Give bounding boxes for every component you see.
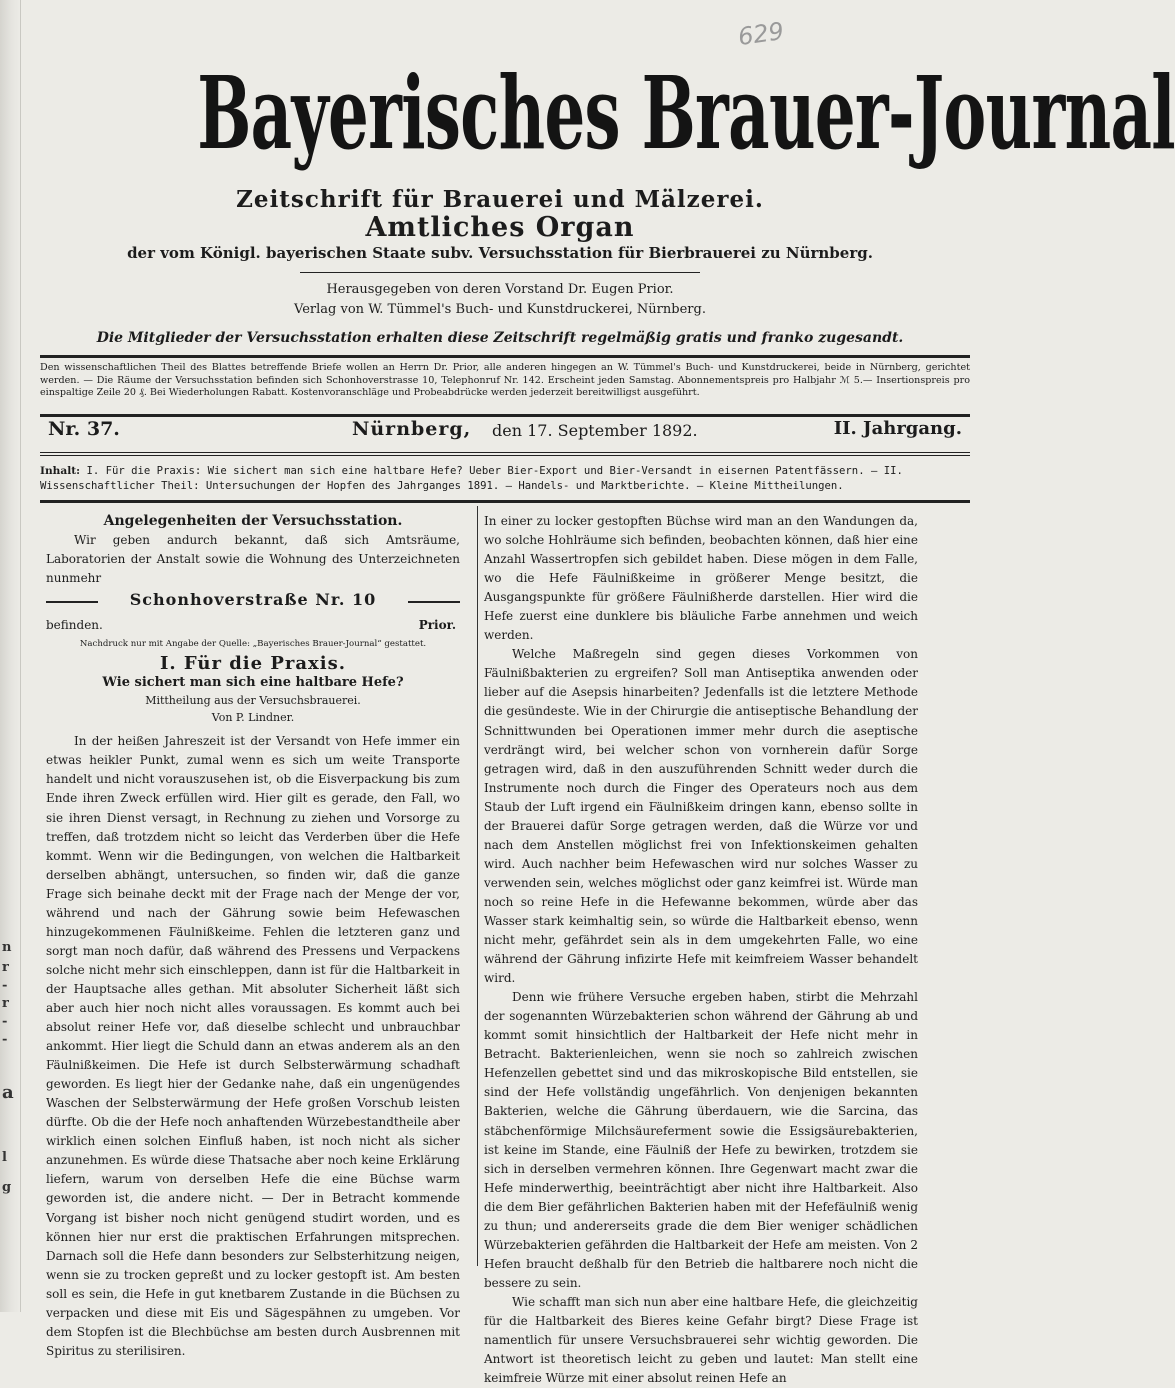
edge-glyph: a — [2, 1082, 14, 1103]
paragraph: Wie schafft man sich nun aber eine haltbare Hefe, die gleichzeitig für die Haltbarkeit des Bieres keine Gefahr birgt? Diese Frage ist namentlich für unsere Versuchsbrauerei sehr wichtig geworden. Die Antwort ist theoretisch leicht zu geben und lautet: Man stellt eine keimfreie Würze mit einer absolut reinen Hefe an — [484, 1294, 918, 1386]
paragraph: Welche Maßregeln sind gegen dieses Vorkommen von Fäulnißbakterien zu ergreifen? Soll man Antiseptika anwenden oder lieber auf die Asepsis hinarbeiten? Jedenfalls ist die letztere Methode die gesündeste. Wie in der Chirurgie die antiseptische Behandlung der Schnittwunden bei Operationen immer mehr durch die aseptische verdrängt wird, bei welcher schon von vornherein dafür Sorge getragen wird, daß in den auszuführenden Schnitt weder durch die Instrumente noch durch die Finger des Operateurs noch aus dem Staub der Luft irgend ein Fäulnißkeim dringen kann, ebenso sollte in der Brauerei dafür Sorge getragen werden, daß die Würze vor und nach dem Anstellen möglichst frei von Infektionskeimen gehalten wird. Auch nachher beim Hefewaschen wird nur solches Wasser zu verwenden sein, welches möglichst oder ganz keimfrei ist. Würde man noch so reine Hefe in die Hefewanne bekommen, würde aber das Wasser stark keimhaltig sein, so würde die Haltbarkeit ebenso, wenn nicht mehr, gefährdet sein als in dem umgekehrten Falle, wo eine während der Gährung infizirte Hefe mit keimfreiem Wasser behandelt wird. — [484, 647, 918, 986]
edge-glyph: r — [2, 960, 9, 975]
pencil-page-number: 629 — [736, 16, 786, 52]
station-heading: Angelegenheiten der Versuchsstation. — [103, 513, 403, 529]
edge-glyph: - — [2, 978, 8, 993]
signature: Prior. — [418, 618, 456, 633]
issue-place: Nürnberg, — [352, 418, 472, 440]
masthead-verlag: Verlag von W. Tümmel's Buch- und Kunstdruckerei, Nürnberg. — [294, 302, 706, 317]
article-subtitle: Mittheilung aus der Versuchsbrauerei. — [145, 694, 361, 708]
paragraph: In einer zu locker gestopften Büchse wird man an den Wandungen da, wo solche Hohlräume sich befinden, beobachten können, daß hier eine Anzahl Wassertropfen sich gebildet haben. Diese mögen in dem Falle, wo die Hefe Fäulnißkeime in größerer Menge besitzt, die Ausgangspunkte für größere Fäulnißherde darstellen. Hier wird die Hefe zuerst eine dunklere bis bläuliche Farbe annehmen und weich werden. — [484, 514, 918, 643]
befinden-text: befinden. — [46, 618, 103, 633]
divider — [40, 355, 970, 358]
article-title: Wie sichert man sich eine haltbare Hefe? — [102, 675, 404, 691]
masthead-publisher: Herausgegeben von deren Vorstand Dr. Eugen Prior. — [326, 282, 674, 297]
edge-glyph: l — [2, 1150, 7, 1165]
publisher-notice: Den wissenschaftlichen Theil des Blattes betreffende Briefe wollen an Herrn Dr. Prior, alle anderen hingegen an W. Tümmel's Buch- und Kunstdruckerei, beide in Nürnberg, gerichtet werden. — Die Räume der Versuchsstation befinden sich Schonhoverstrasse 10, Telephonruf Nr. 142. Erscheint jeden Samstag. Abonnementspreis pro Halbjahr ℳ 5.— Insertionspreis pro einspaltige Zeile 20 ₰. Bei Wiederholungen Rabatt. Kostenvoranschläge und Probeabdrücke werden jederzeit bereitwilligst ausgeführt. — [40, 362, 970, 399]
right-column — [484, 512, 918, 1388]
issue-date: den 17. September 1892. — [492, 421, 698, 440]
street-line — [46, 590, 460, 614]
divider — [40, 414, 970, 417]
divider — [40, 455, 970, 456]
issue-year: II. Jahrgang. — [833, 418, 962, 439]
masthead-title: Bayerisches Brauer-Journal — [197, 54, 1175, 172]
edge-glyph: - — [2, 1032, 8, 1047]
table-of-contents — [40, 464, 970, 494]
contents-text: I. Für die Praxis: Wie sichert man sich eine haltbare Hefe? Ueber Bier-Export und Bier-Versandt in eisernen Patentfässern. — II. Wissenschaftlicher Theil: Untersuchungen der Hopfen des Jahrganges 1891. — Handels- und Marktberichte. — Kleine Mittheilungen. — [40, 465, 903, 492]
masthead-organ: Amtliches Organ — [365, 212, 635, 243]
page-binding-edge — [0, 0, 21, 1312]
divider — [40, 500, 970, 503]
contents-label: Inhalt: — [40, 465, 81, 477]
article-body: In der heißen Jahreszeit ist der Versandt von Hefe immer ein etwas heikler Punkt, zumal wenn es sich um weite Transporte handelt und nicht vorauszusehen ist, ob die Eisverpackung bis zum Ende ihren Zweck erfüllen wird. Hier gilt es gerade, den Fall, wo sie ihren Dienst versagt, in Rechnung zu ziehen und Vorsorge zu treffen, daß trotzdem nicht so leicht das Verderben über die Hefe kommt. Wenn wir die Bedingungen, von welchen die Haltbarkeit derselben abhängt, untersuchen, so finden wir, daß die ganze Frage sich beinahe deckt mit der Frage nach der Menge der vor, während und nach der Gährung sowie beim Hefewaschen hinzugekommenen Fäulnißkeime. Fehlen die letzteren ganz und sorgt man noch dafür, daß während des Pressens und Verpackens solche nicht mehr sich einschleppen, dann ist für die Haltbarkeit in der Hauptsache alles gethan. Mit absoluter Sicherheit läßt sich aber auch hier noch nicht alles voraussagen. Es kommt auch bei absolut reiner Hefe vor, daß dieselbe schlecht und unbrauchbar ankommt. Hier liegt die Schuld dann an etwas anderem als an den Fäulnißkeimen. Die Hefe ist durch Selbsterwärmung schadhaft geworden. Es liegt hier der Gedanke nahe, daß ein ungenügendes Waschen der Selbsterwärmung der Hefe großen Vorschub leisten dürfte. Ob die der Hefe noch anhaftenden Würzebestandtheile aber wirklich einen solchen Einfluß haben, ist noch nicht als sicher anzunehmen. Es würde diese Thatsache aber noch keine Erklärung liefern, warum von derselben Hefe die eine Büchse warm geworden ist, die andere nicht. — Der in Betracht kommende Vorgang ist bisher noch nicht genügend studirt worden, und es können hier nur erst die praktischen Erfahrungen mitsprechen. Darnach soll die Hefe dann besonders zur Selbsterhitzung neigen, wenn sie zu trocken gepreßt und zu locker gestopft ist. Am besten soll es sein, die Hefe in gut knetbarem Zustande in die Büchsen zu verpacken und diese mit Eis und Sägespähnen zu umgeben. Vor dem Stopfen ist die Blechbüchse am besten durch Ausbrennen mit Spiritus zu sterilisiren. — [46, 734, 460, 1358]
station-announcement: Wir geben andurch bekannt, daß sich Amtsräume, Laboratorien der Anstalt sowie die Wohnung des Unterzeichneten nunmehr — [46, 533, 460, 586]
edge-glyph: - — [2, 1014, 8, 1029]
signature-line — [46, 616, 460, 635]
street-address: Schonhoverstraße Nr. 10 — [129, 590, 377, 610]
masthead-subtitle: Zeitschrift für Brauerei und Mälzerei. — [236, 186, 764, 213]
masthead-members-note: Die Mitglieder der Versuchsstation erhalten diese Zeitschrift regelmäßig gratis und franko zugesandt. — [96, 330, 904, 346]
issue-number: Nr. 37. — [48, 418, 120, 440]
column-divider — [477, 506, 478, 1266]
issue-line — [40, 418, 970, 448]
edge-glyph: r — [2, 996, 9, 1011]
article-author: Von P. Lindner. — [211, 711, 295, 725]
masthead-station: der vom Königl. bayerischen Staate subv. Versuchsstation für Bierbrauerei zu Nürnberg. — [127, 244, 873, 262]
divider — [300, 272, 700, 273]
paragraph: Denn wie frühere Versuche ergeben haben, stirbt die Mehrzahl der sogenannten Würzebakterien schon während der Gährung ab und kommt somit hinsichtlich der Haltbarkeit der Hefe nicht mehr in Betracht. Bakterienleichen, wenn sie noch so zahlreich zwischen Hefenzellen gebettet sind und das mikroskopische Bild entstellen, sie sind der Hefe vollständig ungefährlich. Von denjenigen bekannten Bakterien, welche die Gährung überdauern, wie die Sarcina, das stäbchenförmige Milchsäureferment sowie die Essigsäurebakterien, ist keine im Stande, eine Fäulniß der Hefe zu bewirken, trotzdem sie sich in derselben vermehren können. Ihre Gegenwart macht zwar die Hefe minderwerthig, beeinträchtigt aber nicht ihre Haltbarkeit. Also die dem Bier gefährlichen Bakterien haben mit der Hefefäulniß wenig zu thun; und andererseits grade die dem Bier weniger schädlichen Würzebakterien gefährden die Haltbarkeit der Hefe am meisten. Von 2 Hefen braucht deßhalb für den Betrieb die haltbarere noch nicht die bessere zu sein. — [484, 990, 918, 1290]
divider — [40, 452, 970, 453]
edge-glyph: g — [2, 1180, 12, 1195]
dash — [408, 601, 460, 603]
section-heading: I. Für die Praxis. — [159, 653, 347, 675]
reprint-notice: Nachdruck nur mit Angabe der Quelle: „Bayerisches Brauer-Journal“ gestattet. — [79, 639, 427, 650]
edge-glyph: n — [2, 940, 12, 955]
left-column — [46, 512, 460, 1361]
